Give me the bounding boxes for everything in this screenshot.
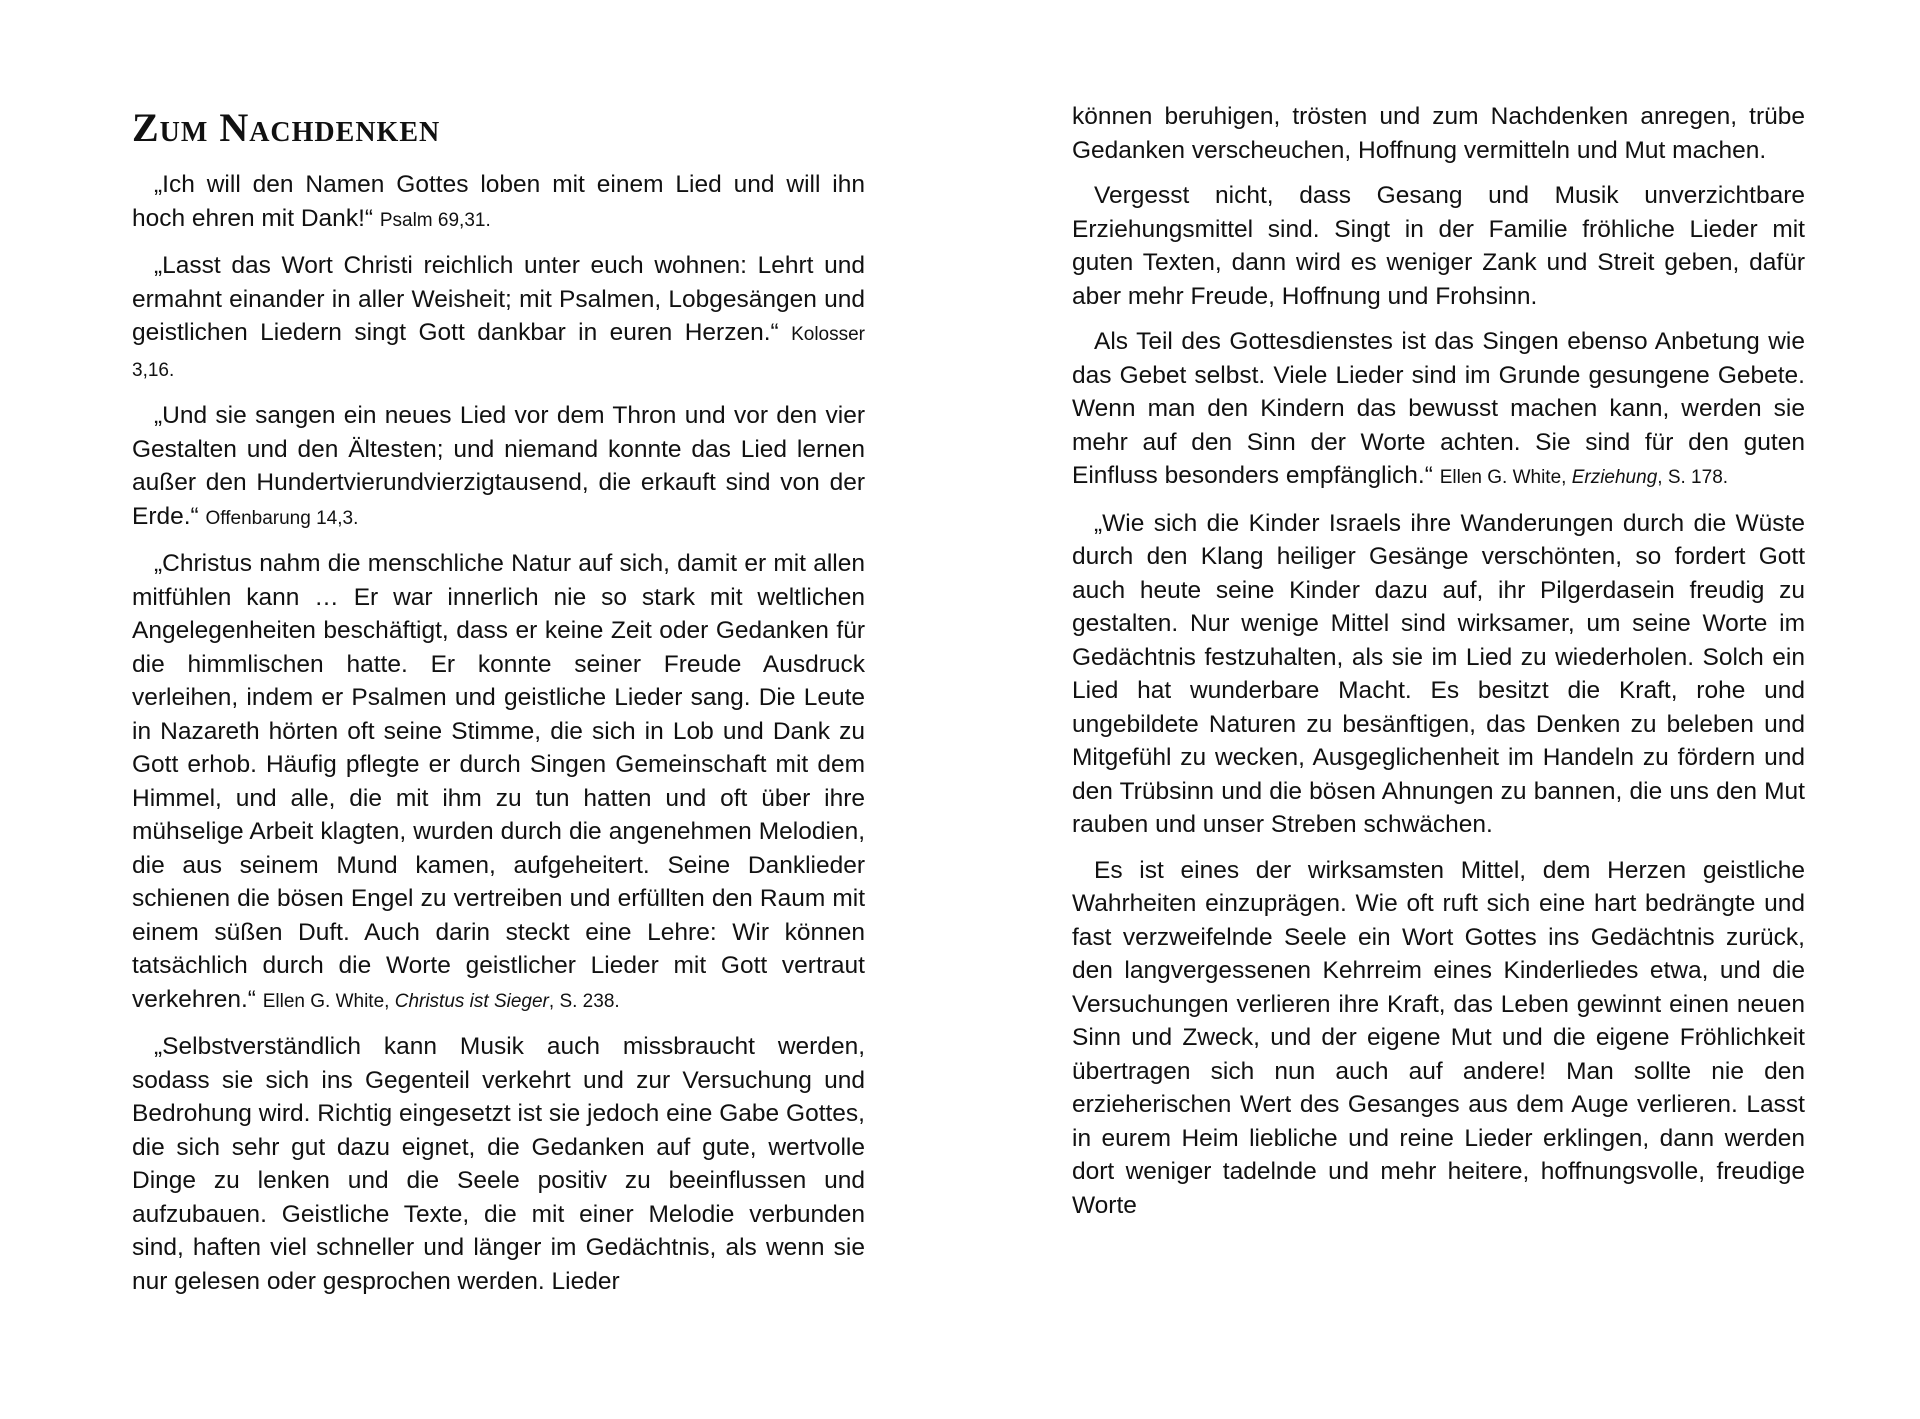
citation: Offenbarung 14,3. — [205, 507, 359, 529]
quote-text: Es ist eines der wirksamsten Mittel, dem Herzen geistliche Wahrheiten einzuprägen. Wie oft ruft sich eine hart bedrängte und fast verzweifelnde Seele ein Wort Gottes ins Gedächtnis zurück, den langvergessenen Kehrreim eines Kinderliedes etwa, und die Versuchungen verlieren ihre Kraft, das Leben gewinnt einen neuen Sinn und Zweck, und der eigene Mut und die eigene Fröhlichkeit übertragen sich nun auch auf andere! Man sollte nie den erzieherischen Wert des Gesanges aus dem Auge verlieren. Lasst in eurem Heim liebliche und reine Lieder erklingen, dann werden dort weniger tadelnde und mehr heitere, hoffnungsvolle, freudige Worte — [1072, 856, 1805, 1219]
citation-book-title: Erziehung — [1571, 467, 1658, 488]
quote-text: „Christus nahm die menschliche Natur auf sich, damit er mit allen mitfühlen kann … Er war innerlich nie so stark mit weltlichen Angelegenheiten beschäftigt, dass er keine Zeit oder Gedanken für die himmlischen hatte. Er konnte seiner Freude Ausdruck verleihen, indem er Psalmen und geistliche Lieder sang. Die Leute in Nazareth hörten oft seine Stimme, die sich in Lob und Dank zu Gott erhob. Häufig pflegte er durch Singen Gemeinschaft mit dem Himmel, und alle, die mit ihm zu tun hatten und oft über ihre mühselige Arbeit klagten, wurden durch die angenehmen Melodien, die aus seinem Mund kamen, aufgeheitert. Seine Danklieder schienen die bösen Engel zu vertreiben und erfüllten den Raum mit einem süßen Duft. Auch darin steckt eine Lehre: Wir können tatsächlich durch die Worte geistlicher Lieder mit Gott vertraut verkehren.“ — [132, 550, 865, 1013]
paragraph-christus — [132, 547, 865, 1018]
citation-author: Ellen G. White, — [262, 990, 395, 1012]
paragraph-gottesdienst — [1072, 325, 1805, 495]
right-page — [960, 0, 1920, 1419]
citation-author: Ellen G. White, — [1439, 467, 1572, 488]
paragraph-israel — [1072, 507, 1805, 842]
quote-text: Vergesst nicht, dass Gesang und Musik unverzichtbare Erziehungsmittel sind. Singt in der Familie fröhliche Lieder mit guten Texten, dann wird es weniger Zank und Streit geben, dafür aber mehr Freude, Hoffnung und Frohsinn. — [1072, 182, 1805, 310]
citation — [263, 991, 620, 1012]
paragraph-psalm — [132, 168, 865, 237]
quote-text: können beruhigen, trösten und zum Nachdenken anregen, trübe Gedanken verscheuchen, Hoffnung vermitteln und Mut machen. — [1072, 103, 1805, 164]
quote-text: Als Teil des Gottesdienstes ist das Singen ebenso Anbetung wie das Gebet selbst. Viele Lieder sind im Grunde gesungene Gebete. Wenn man den Kindern das bewusst machen kann, werden sie mehr auf den Sinn der Worte achten. Sie sind für den guten Einfluss besonders empfänglich.“ — [1072, 328, 1805, 489]
quote-text: „Wie sich die Kinder Israels ihre Wanderungen durch die Wüste durch den Klang heiliger Gesänge verschönten, so fordert Gott auch heute seine Kinder dazu auf, ihr Pilgerdasein freudig zu gestalten. Nur wenige Mittel sind wirksamer, um seine Worte im Gedächtnis festzuhalten, als sie im Lied zu wiederholen. Solch ein Lied hat wunderbare Macht. Es besitzt die Kraft, rohe und ungebildete Naturen zu besänftigen, das Denken zu beleben und Mitgefühl zu wecken, Ausgeglichenheit im Handeln zu fördern und den Trübsinn und die bösen Ahnungen zu bannen, die uns den Mut rauben und unser Streben schwächen. — [1072, 509, 1805, 838]
citation-page: , S. 238. — [548, 990, 620, 1012]
left-text-column — [132, 104, 865, 1310]
quote-text: „Und sie sangen ein neues Lied vor dem Thron und vor den vier Gestalten und den Ältesten; und niemand konnte das Lied lernen außer den Hundertvierundvierzigtausend, die erkauft sind von der Erde.“ — [132, 402, 865, 530]
paragraph-erziehungsmittel — [1072, 179, 1805, 313]
citation: Psalm 69,31. — [379, 209, 491, 231]
paragraph-kolosser — [132, 249, 865, 387]
paragraph-musik — [132, 1030, 865, 1298]
citation — [1440, 467, 1728, 488]
paragraph-wahrheiten — [1072, 854, 1805, 1223]
quote-text: „Ich will den Namen Gottes loben mit einem Lied und will ihn hoch ehren mit Dank!“ — [132, 171, 865, 232]
section-heading: Zum Nachdenken — [132, 105, 441, 150]
quote-text: „Selbstverständlich kann Musik auch missbraucht werden, sodass sie sich ins Gegenteil verkehrt und zur Versuchung und Bedrohung wird. Richtig eingesetzt ist sie jedoch eine Gabe Gottes, die sich sehr gut dazu eignet, die Gedanken auf gute, wertvolle Dinge zu lenken und die Seele positiv zu beeinflussen und aufzubauen. Geistliche Texte, die mit einer Melodie verbunden sind, haften viel schneller und länger im Gedächtnis, als wenn sie nur gelesen oder gesprochen werden. Lieder — [132, 1033, 865, 1295]
citation-book-title: Christus ist Sieger — [394, 990, 549, 1012]
quote-text: „Lasst das Wort Christi reichlich unter euch wohnen: Lehrt und ermahnt einander in aller Weisheit; mit Psalmen, Lobgesängen und geistlichen Liedern singt Gott dankbar in euren Herzen.“ — [132, 252, 865, 346]
citation-page: , S. 178. — [1657, 467, 1729, 488]
paragraph-offenbarung — [132, 399, 865, 535]
citation: Kolosser 3,16. — [132, 324, 865, 381]
paragraph-continued — [1072, 100, 1805, 167]
right-text-column — [1072, 100, 1805, 1234]
